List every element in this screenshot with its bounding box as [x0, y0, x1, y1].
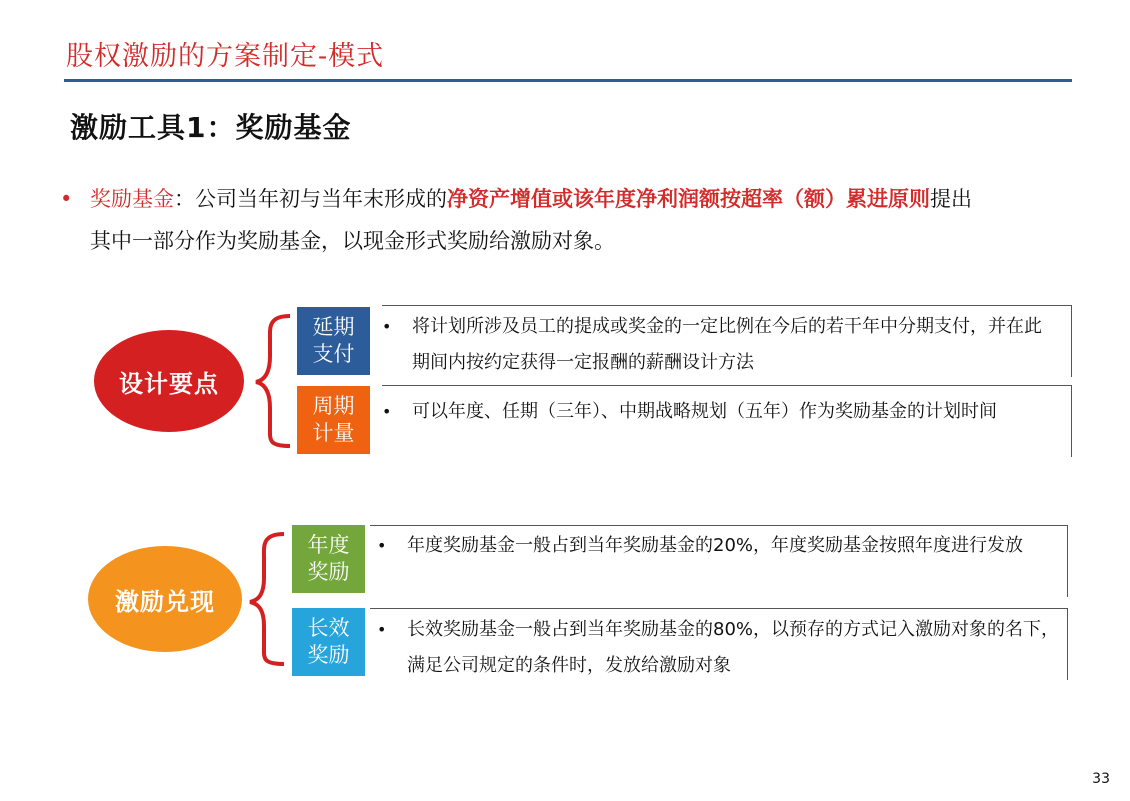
tag-long-term-reward: 长效 奖励 — [292, 608, 365, 676]
tag-cycle-measurement: 周期 计量 — [297, 386, 370, 454]
bullet-icon: • — [60, 187, 73, 211]
brace-icon-incentive — [250, 534, 284, 664]
desc-deferred-text: 将计划所涉及员工的提成或奖金的一定比例在今后的若干年中分期支付，并在此期间内按约定获得一定报酬的薪酬设计方法 — [412, 316, 1042, 373]
tag-annual-reward: 年度 奖励 — [292, 525, 365, 593]
intro-colon: ： — [174, 187, 195, 211]
intro-paragraph — [60, 178, 1110, 262]
intro-line-1 — [60, 178, 1110, 220]
brace-icon-design — [256, 316, 290, 446]
bullet-icon: • — [377, 620, 387, 639]
incentive-payout-ellipse: 激励兑现 — [88, 546, 242, 652]
desc-long-term-reward — [377, 612, 1067, 684]
desc-annual-text: 年度奖励基金一般占到当年奖励基金的20%，年度奖励基金按照年度进行发放 — [407, 535, 1024, 556]
bullet-icon: • — [377, 536, 387, 555]
desc-deferred-payment — [382, 309, 1052, 381]
bullet-icon: • — [382, 402, 392, 421]
intro-line-2: 其中一部分作为奖励基金，以现金形式奖励给激励对象。 — [90, 229, 615, 253]
intro-highlight: 净资产增值或该年度净利润额按超率（额）累进原则 — [447, 187, 930, 211]
section-subtitle: 激励工具1：奖励基金 — [70, 111, 352, 144]
page-number: 33 — [1092, 771, 1110, 787]
slide-title: 股权激励的方案制定-模式 — [66, 41, 385, 72]
desc-annual-reward — [377, 528, 1067, 564]
intro-label: 奖励基金 — [90, 187, 174, 211]
desc-cycle-measurement — [382, 394, 1052, 430]
bullet-icon: • — [382, 317, 392, 336]
desc-long-term-text: 长效奖励基金一般占到当年奖励基金的80%，以预存的方式记入激励对象的名下，满足公司规定的条件时，发放给激励对象 — [407, 619, 1060, 676]
desc-cycle-text: 可以年度、任期（三年）、中期战略规划（五年）作为奖励基金的计划时间 — [412, 401, 997, 422]
title-divider — [64, 79, 1072, 82]
intro-text-after: 提出 — [930, 187, 972, 211]
design-points-ellipse: 设计要点 — [94, 330, 244, 432]
tag-deferred-payment: 延期 支付 — [297, 307, 370, 375]
intro-text-before: 公司当年初与当年末形成的 — [195, 187, 447, 211]
